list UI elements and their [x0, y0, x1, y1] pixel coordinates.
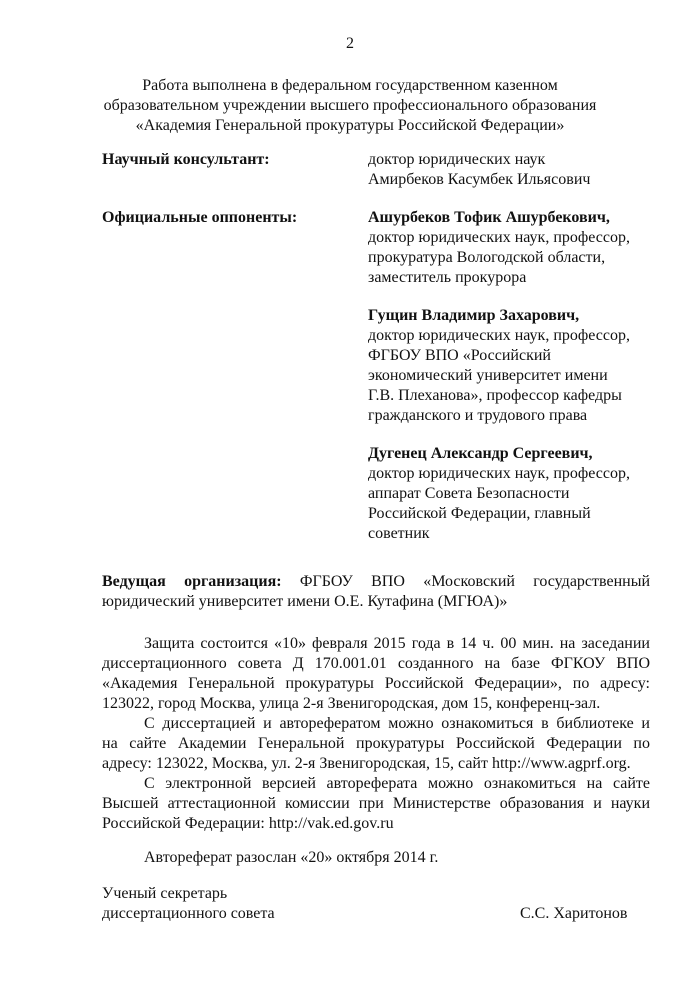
page-number: 2: [346, 35, 354, 52]
defense-p1-line: Защита состоится «10» февраля 2015 года в 14 ч. 00 мин. на заседании: [144, 635, 650, 652]
opponent-3-detail: аппарат Совета Безопасности: [368, 485, 570, 502]
opponent-2-detail: гражданского и трудового права: [368, 407, 588, 424]
secretary-title-line-1: Ученый секретарь: [102, 885, 228, 902]
defense-p1-line: диссертационного совета Д 170.001.01 созданного на базе ФГКОУ ВПО: [102, 655, 650, 672]
consultant-label: Научный консультант:: [102, 151, 270, 168]
defense-p3-line: Российской Федерации: http://vak.ed.gov.ru: [102, 815, 394, 832]
opponent-3-detail: советник: [368, 525, 430, 542]
secretary-title-line-2: диссертационного совета: [102, 905, 275, 922]
consultant-name: Амирбеков Касумбек Ильясович: [368, 171, 591, 188]
defense-p2-line: адресу: 123022, Москва, ул. 2-я Звенигородская, 15, сайт http://www.agprf.org.: [102, 755, 631, 772]
opponents-label: Официальные оппоненты:: [102, 209, 298, 226]
intro-line-3: «Академия Генеральной прокуратуры Российской Федерации»: [135, 117, 565, 134]
opponent-2-name: Гущин Владимир Захарович,: [368, 307, 580, 324]
opponent-3-detail: Российской Федерации, главный: [368, 505, 591, 522]
opponent-2-detail: Г.В. Плеханова», профессор кафедры: [368, 387, 622, 404]
intro-line-1: Работа выполнена в федеральном государственном казенном: [142, 77, 558, 94]
leading-org-line-1: [102, 572, 650, 592]
opponent-1-detail: заместитель прокурора: [368, 269, 527, 286]
opponent-1-name: Ашурбеков Тофик Ашурбекович,: [368, 209, 610, 226]
opponent-2-detail: доктор юридических наук, профессор,: [368, 327, 630, 344]
defense-p2-line: на сайте Академии Генеральной прокуратуры Российской Федерации по: [102, 735, 650, 752]
secretary-name: С.С. Харитонов: [520, 905, 628, 922]
opponent-2-detail: экономический университет имени: [368, 367, 608, 384]
opponent-1-detail: доктор юридических наук, профессор,: [368, 229, 630, 246]
leading-org-name-part: ФГБОУ ВПО «Московский государственный: [299, 573, 651, 590]
intro-line-2: образовательном учреждении высшего профессионального образования: [103, 97, 597, 114]
consultant-degree: доктор юридических наук: [368, 151, 546, 168]
sent-date: Автореферат разослан «20» октября 2014 г.: [144, 849, 439, 866]
defense-p1-line: «Академия Генеральной прокуратуры Российской Федерации», по адресу:: [102, 675, 650, 692]
leading-org-line-2: юридический университет имени О.Е. Кутафина (МГЮА)»: [102, 593, 508, 610]
leading-org-label: Ведущая организация:: [102, 573, 282, 590]
opponent-3-name: Дугенец Александр Сергеевич,: [368, 445, 593, 462]
defense-p3-line: С электронной версией автореферата можно ознакомиться на сайте: [144, 775, 650, 792]
defense-p2-line: С диссертацией и авторефератом можно ознакомиться в библиотеке и: [144, 715, 650, 732]
opponent-3-detail: доктор юридических наук, профессор,: [368, 465, 630, 482]
opponent-1-detail: прокуратура Вологодской области,: [368, 249, 606, 266]
defense-p1-line: 123022, город Москва, улица 2-я Звенигородская, дом 15, конференц-зал.: [102, 695, 601, 712]
opponent-2-detail: ФГБОУ ВПО «Российский: [368, 347, 551, 364]
defense-p3-line: Высшей аттестационной комиссии при Министерстве образования и науки: [102, 795, 650, 812]
